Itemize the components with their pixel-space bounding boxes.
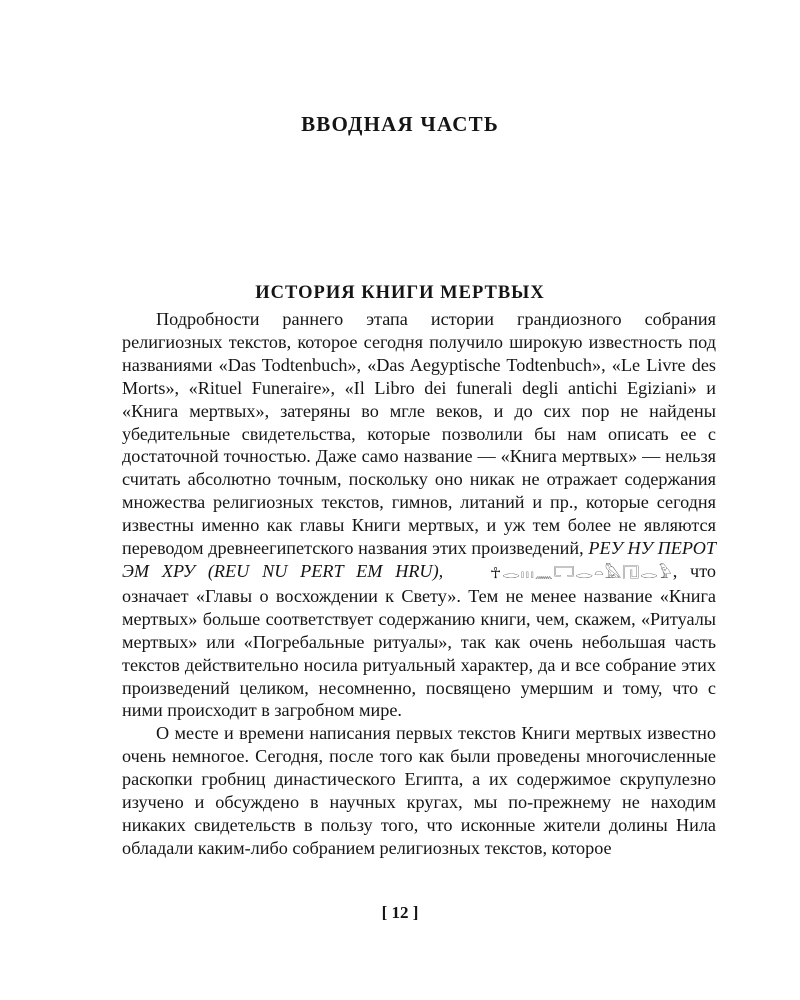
hieroglyphs-icon: ☥𓂋𓏥𓈖𓉐𓂋𓏏𓅓𓉔𓂋𓅱 <box>490 563 673 582</box>
egyptian-title-italic: РЕУ НУ ПЕРОТ ЭМ ХРУ (REU NU PERT EM HRU), <box>122 538 716 581</box>
chapter-title: ИСТОРИЯ КНИГИ МЕРТВЫХ <box>255 283 545 303</box>
part-title: ВВОДНАЯ ЧАСТЬ <box>301 112 499 136</box>
paragraph-1 <box>122 308 716 722</box>
paragraph-2: О месте и времени написания первых текстов Книги мертвых известно очень немногое. Сегодня, после того как были проведены многочисленные раскопки гробниц династического Египта, а их содержимое скрупулезно изучено и обсуждено в научных кругах, мы по-прежнему не находим никаких свидетельств в пользу того, что исконные жители долины Нила обладали каким-либо собранием религиозных текстов, которое <box>122 723 716 858</box>
page-number: [ 12 ] <box>381 903 419 922</box>
body-text <box>122 308 716 860</box>
paragraph-1-text-a: Подробности раннего этапа истории грандиозного собрания религиозных текстов, которое сегодня получило широкую известность под названиями «Das Todtenbuch», «Das Aegyptische Todtenbuch», «Le Livre des Morts», «Rituel Funeraire», «Il Libro dei funerali degli antichi Egiziani» и «Книга мертвых», затеряны во мгле веков, и до сих пор не найдены убедительные свидетельства, которые позволили бы нам описать ее с достаточной точностью. Даже само название — «Книга мертвых» — нельзя считать абсолютно точным, поскольку оно никак не отражает содержания множества религиозных текстов, гимнов, литаний и пр., которые сегодня известны именно как главы Книги мертвых, и уж тем более не являются переводом древнеегипетского названия этих произведений, <box>122 309 716 559</box>
paragraph-1-text-b: , что означает «Главы о восхождении к Свету». Тем не менее название «Книга мертвых» больше соответствует содержанию книги, чем, скажем, «Ритуалы мертвых» или «Погребальные ритуалы», так как очень небольшая часть текстов действительно носила ритуальный характер, да и все собрание этих произведений целиком, несомненно, посвящено умершим и тому, что с ними происходит в загробном мире. <box>122 560 717 721</box>
